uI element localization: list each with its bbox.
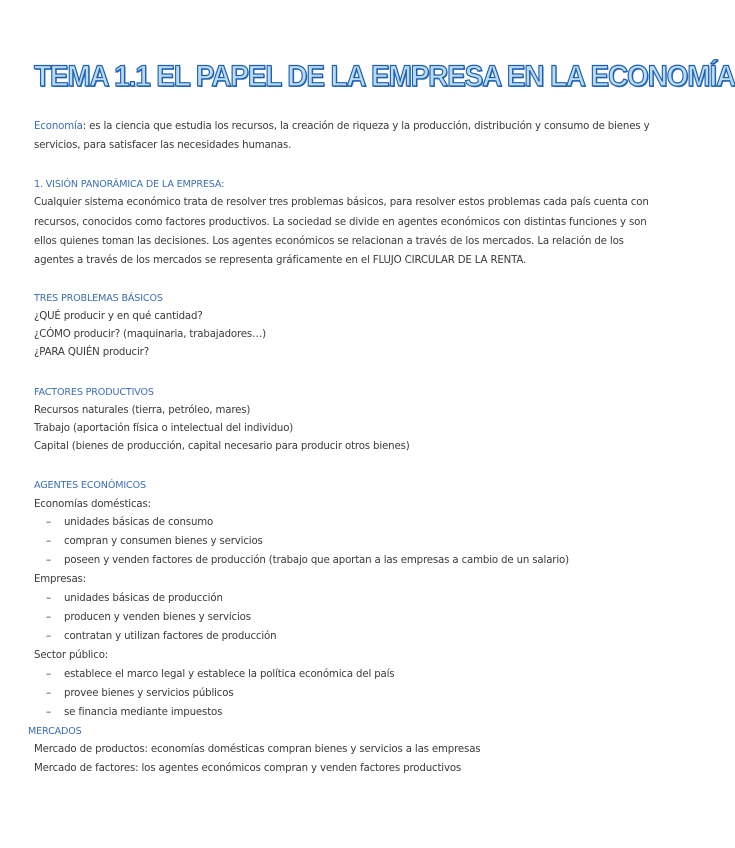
agents-heading: AGENTES ECONÓMICOS	[34, 480, 146, 491]
agent-item	[46, 668, 394, 682]
dash-glyph: –	[46, 669, 51, 680]
factors-heading: FACTORES PRODUCTIVOS	[34, 387, 154, 398]
agent-item-text: establece el marco legal y establece la política económica del país	[64, 669, 395, 680]
markets-heading: MERCADOS	[28, 726, 82, 737]
intro-text: : es la ciencia que estudia los recursos, la creación de riqueza y la producción, distribución y consumo de bienes y	[82, 121, 650, 132]
dash-glyph: –	[46, 517, 51, 528]
problem-item: ¿PARA QUIÉN producir?	[34, 347, 149, 358]
section1-heading: 1. VISIÓN PANORÁMICA DE LA EMPRESA:	[34, 179, 225, 190]
dash-glyph: –	[46, 593, 51, 604]
factor-item: Recursos naturales (tierra, petróleo, mares)	[34, 405, 251, 416]
agent-item	[46, 611, 251, 625]
section1-line: Cualquier sistema económico trata de resolver tres problemas básicos, para resolver estos problemas cada país cuenta con	[34, 197, 649, 208]
agent-item-text: producen y venden bienes y servicios	[64, 612, 251, 623]
agent-item	[46, 535, 263, 549]
agent-item	[46, 706, 222, 720]
problems-heading: TRES PROBLEMAS BÁSICOS	[34, 293, 163, 304]
section1-line: ellos quienes toman las decisiones. Los agentes económicos se relacionan a través de los mercados. La relación de los	[34, 236, 624, 247]
agent-item-text: compran y consumen bienes y servicios	[64, 536, 263, 547]
intro-line-2: servicios, para satisfacer las necesidades humanas.	[34, 140, 292, 151]
dash-glyph: –	[46, 631, 51, 642]
agent-item-text: poseen y venden factores de producción (trabajo que aportan a las empresas a cambio de un salario)	[64, 555, 569, 566]
problem-item: ¿CÓMO producir? (maquinaria, trabajadores…)	[34, 329, 266, 340]
agent-item-text: contratan y utilizan factores de producción	[64, 631, 277, 642]
intro-line-1	[34, 120, 649, 134]
section1-line: agentes a través de los mercados se representa gráficamente en el FLUJO CIRCULAR DE LA RENTA.	[34, 255, 527, 266]
intro-term: Economía	[34, 121, 83, 132]
section1-line: recursos, conocidos como factores productivos. La sociedad se divide en agentes económicos con distintas funciones y son	[34, 217, 647, 228]
factor-item: Trabajo (aportación física o intelectual del individuo)	[34, 423, 294, 434]
agent-item	[46, 516, 213, 530]
agent-item-text: unidades básicas de consumo	[64, 517, 214, 528]
agent-item-text: unidades básicas de producción	[64, 593, 223, 604]
market-item: Mercado de factores: los agentes económicos compran y venden factores productivos	[34, 763, 462, 774]
agent-group-name: Sector público:	[34, 650, 109, 661]
factor-item: Capital (bienes de producción, capital necesario para producir otros bienes)	[34, 441, 410, 452]
agent-group-name: Economías domésticas:	[34, 499, 151, 510]
dash-glyph: –	[46, 612, 51, 623]
agent-item	[46, 630, 276, 644]
agent-item	[46, 554, 569, 568]
agent-item	[46, 687, 234, 701]
agent-item-text: provee bienes y servicios públicos	[64, 688, 234, 699]
market-item: Mercado de productos: economías domésticas compran bienes y servicios a las empresas	[34, 744, 481, 755]
dash-glyph: –	[46, 555, 51, 566]
agent-group-name: Empresas:	[34, 574, 86, 585]
dash-glyph: –	[46, 536, 51, 547]
page-title: TEMA 1.1 EL PAPEL DE LA EMPRESA EN LA ECONOMÍA	[34, 60, 735, 93]
agent-item-text: se financia mediante impuestos	[64, 707, 223, 718]
dash-glyph: –	[46, 688, 51, 699]
problem-item: ¿QUÉ producir y en qué cantidad?	[34, 311, 203, 322]
dash-glyph: –	[46, 707, 51, 718]
agent-item	[46, 592, 223, 606]
